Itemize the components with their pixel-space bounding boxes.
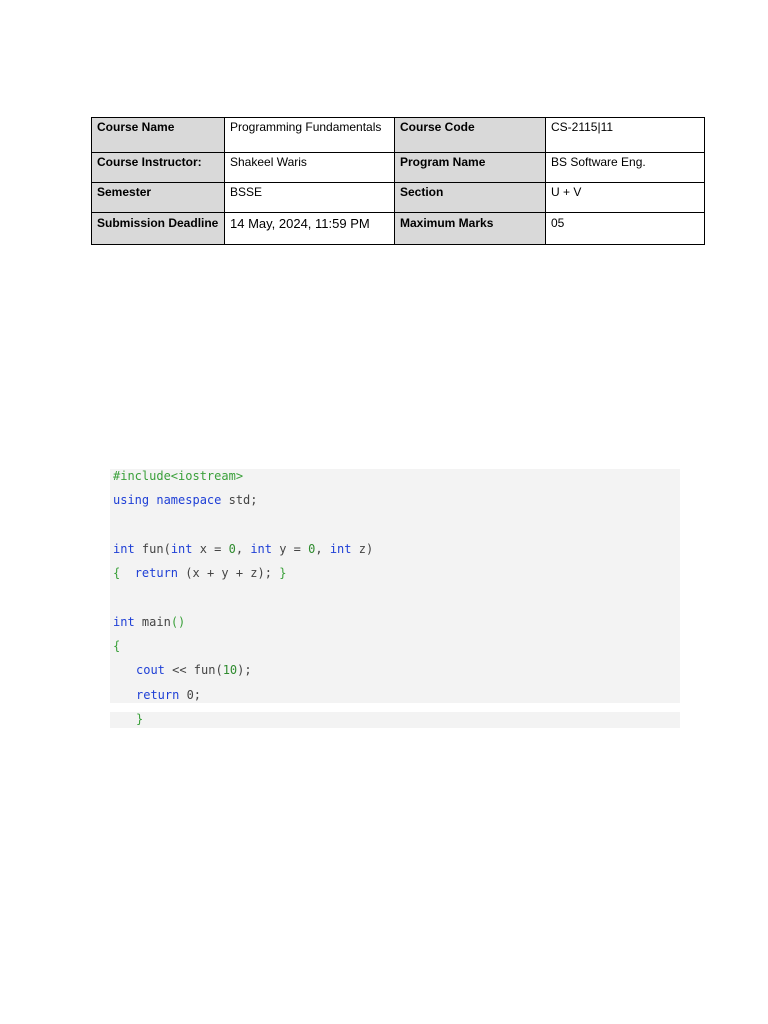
program-name-label: Program Name (395, 153, 546, 183)
code-line-fun-body (113, 565, 286, 581)
code-line-cout (136, 662, 252, 678)
code-line-fun-signature (113, 541, 373, 557)
using-std: std; (221, 493, 258, 507)
cout-end: ); (237, 663, 252, 677)
maximum-marks-value: 05 (546, 213, 705, 245)
fun-name: fun( (134, 542, 171, 556)
fun-body-close: } (279, 566, 287, 580)
course-instructor-value: Shakeel Waris (225, 153, 395, 183)
cout-keyword: cout (136, 663, 165, 677)
submission-deadline-value: 14 May, 2024, 11:59 PM (225, 213, 395, 245)
table-row (92, 118, 705, 153)
course-name-value: Programming Fundamentals (225, 118, 395, 153)
semester-value: BSSE (225, 183, 395, 213)
submission-deadline-label: Submission Deadline (92, 213, 225, 245)
param-x-type: int (170, 542, 193, 556)
table-row (92, 183, 705, 213)
param-z-type: int (329, 542, 352, 556)
course-name-label: Course Name (92, 118, 225, 153)
table-row (92, 153, 705, 183)
main-body-open: { (113, 639, 121, 653)
main-return-keyword: return (136, 688, 180, 702)
course-code-label: Course Code (395, 118, 546, 153)
param-y: y = (272, 542, 309, 556)
code-line-main-close (136, 711, 143, 727)
section-label: Section (395, 183, 546, 213)
table-row (92, 213, 705, 245)
code-line-include (113, 468, 243, 484)
cout-argument: 10 (222, 663, 238, 677)
main-return-value: 0; (179, 688, 202, 702)
param-y-default: 0 (308, 542, 316, 556)
course-code-value: CS-2115|11 (546, 118, 705, 153)
code-line-main-signature (113, 614, 185, 630)
code-block-tail (110, 712, 680, 728)
fun-return-type: int (113, 542, 135, 556)
code-line-main-open (113, 638, 120, 654)
program-name-value: BS Software Eng. (546, 153, 705, 183)
param-separator: , (235, 542, 251, 556)
section-value: U + V (546, 183, 705, 213)
semester-label: Semester (92, 183, 225, 213)
main-parens: () (170, 615, 186, 629)
param-x: x = (192, 542, 229, 556)
main-body-close: } (136, 712, 144, 726)
main-return-type: int (113, 615, 135, 629)
param-x-default: 0 (228, 542, 236, 556)
maximum-marks-label: Maximum Marks (395, 213, 546, 245)
fun-return-keyword: return (134, 566, 179, 580)
fun-body-open: { (113, 566, 135, 580)
course-info-table (91, 117, 705, 245)
param-separator: , (315, 542, 330, 556)
course-instructor-label: Course Instructor: (92, 153, 225, 183)
code-line-return (136, 687, 201, 703)
param-y-type: int (250, 542, 272, 556)
cout-call: << fun( (164, 663, 223, 677)
using-keyword: using namespace (113, 493, 222, 507)
fun-return-expr: (x + y + z); (178, 566, 280, 580)
main-name: main (134, 615, 171, 629)
include-directive: #include<iostream> (113, 469, 244, 483)
code-line-using (113, 492, 258, 508)
param-z: z) (351, 542, 374, 556)
